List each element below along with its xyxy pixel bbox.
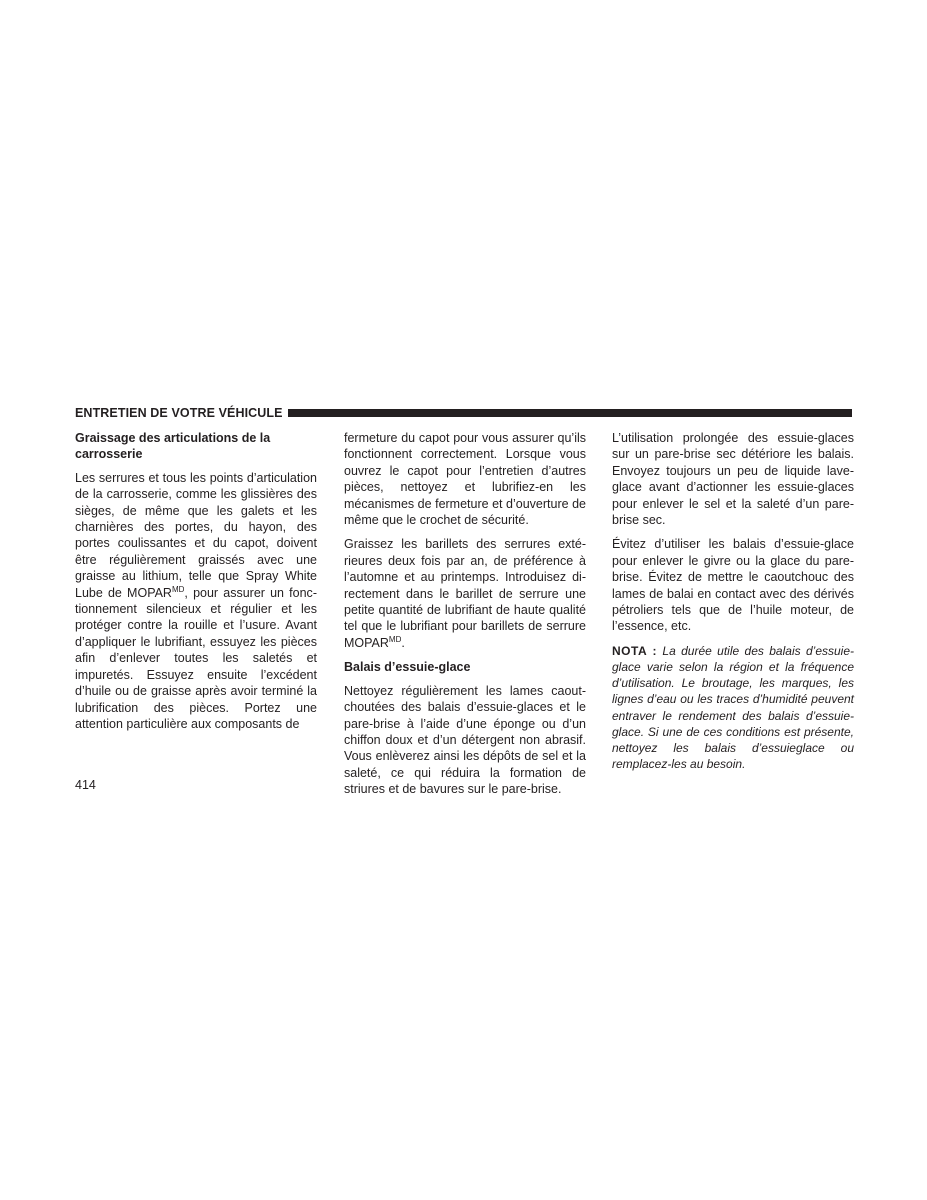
page-number: 414 <box>75 778 96 792</box>
registered-mark: MD <box>388 634 402 644</box>
paragraph-text: Graissez les barillets des serrures extérieures deux fois par an, de préférence à l’automne et au printemps. Introduisez directement dans le barillet de serrure une petite quantité de lubrifiant de haute qualité tel que le lubrifiant pour barillets de serrure MOPAR <box>344 537 586 650</box>
column-middle <box>344 430 586 806</box>
column-right <box>612 430 854 781</box>
header-rule <box>288 409 852 417</box>
paragraph-wiper-2: L’utilisation prolongée des essuie-glaces sur un pare-brise sec détériore les balais. Envoyez toujours un peu de liquide lave-glace avant d’actionner les essuie-glaces pour enlever le sel et la saleté d’un pare-brise sec. <box>612 431 854 528</box>
column-left <box>75 430 317 740</box>
heading-wiper-blades: Balais d’essuie-glace <box>344 660 471 675</box>
registered-mark: MD <box>171 584 185 594</box>
paragraph-lubrication-1-continued: fermeture du capot pour vous assurer qu’ils fonctionnent correctement. Lorsque vous ouvrez le capot pour l’entretien d’autres pièces, nettoyez et lubrifiez-en les mécanismes de fermeture et d’ouverture de même que le crochet de sécurité. <box>344 431 586 528</box>
paragraph-text: . <box>401 635 405 650</box>
paragraph-wiper-3: Évitez d’utiliser les balais d’essuie-glace pour enlever le givre ou la glace du parebrise. Évitez de mettre le caoutchouc des lames de balai en contact avec des dérivés pétroliers tels que de l’huile moteur, de l’essence, etc. <box>612 537 854 634</box>
paragraph-lubrication-1 <box>75 470 317 733</box>
paragraph-text: , pour assurer un fonctionnement silencieux et régulier et les protéger contre la rouille et l’usure. Avant d’appliquer le lubrifiant, essuyez les pièces afin d’enlever toutes les saletés et impuretés. Essuyez ensuite l’excédent d’huile ou de graisse après avoir terminé la lubrification des pièces. Portez une attention particulière aux composants de <box>75 585 317 731</box>
paragraph-lubrication-2 <box>344 536 586 651</box>
note-block <box>612 643 854 773</box>
paragraph-wiper-1: Nettoyez régulièrement les lames caoutchoutées des balais d’essuie-glaces et le pare-brise à l’aide d’une éponge ou d’un chiffon doux et d’un détergent non abrasif. Vous enlèverez ainsi les dépôts de sel et la saleté, ce qui réduira la formation de striures et de bavures sur le pare-brise. <box>344 683 586 797</box>
section-header-title: ENTRETIEN DE VOTRE VÉHICULE <box>75 406 283 420</box>
paragraph-text: Les serrures et tous les points d’articulation de la carrosserie, comme les glissières des sièges, de même que les galets et les charnières des portes, du hayon, des portes coulissantes et du capot, doivent être régulièrement graissés avec une graisse au lithium, telle que Spray White Lube de MOPAR <box>75 470 317 600</box>
note-text: La durée utile des balais d’essuie-glace varie selon la région et la fréquence d’utilisation. Le broutage, les marques, les lignes d’eau ou les traces d’humidité peuvent entraver le rendement des balais d’essuie-glace. Si une de ces conditions est présente, nettoyez les balais d’essuieglace ou remplacez-les au besoin. <box>612 643 854 772</box>
note-label: NOTA : <box>612 643 658 658</box>
page-header <box>75 405 852 421</box>
heading-body-lubrication: Graissage des articulations de la carrosserie <box>75 431 271 462</box>
